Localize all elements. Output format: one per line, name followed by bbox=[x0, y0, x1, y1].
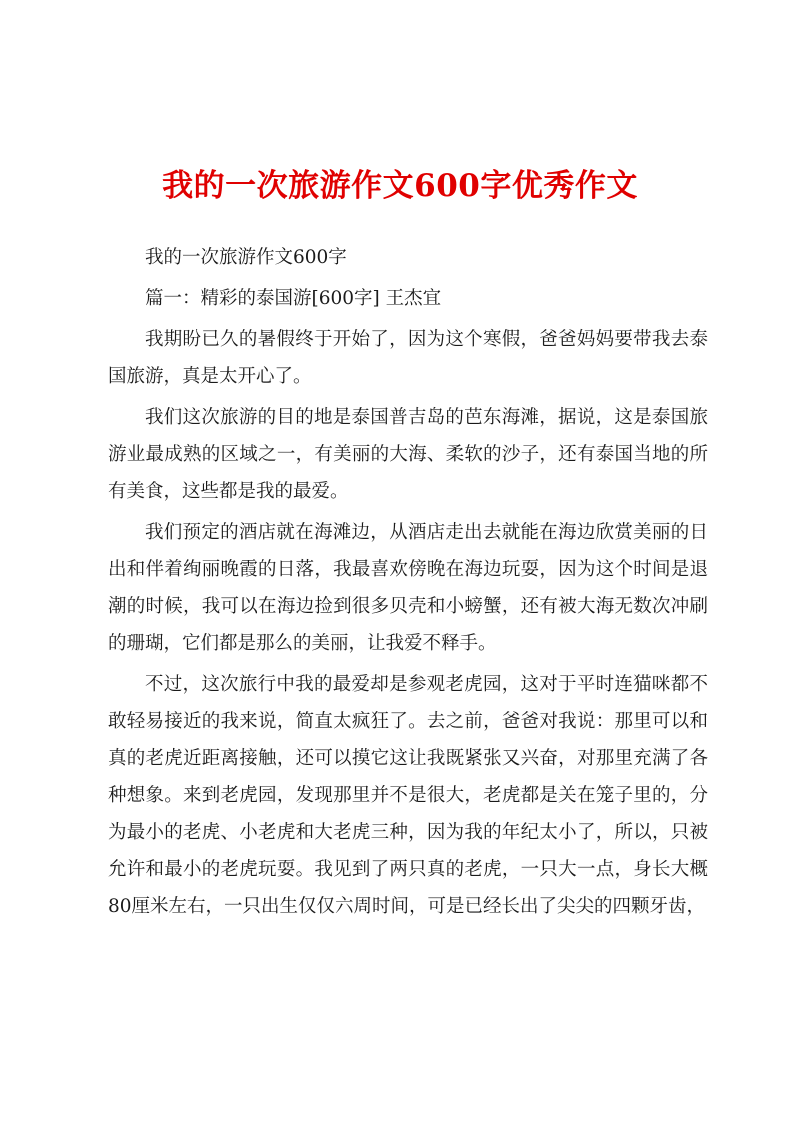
document-subtitle: 我的一次旅游作文600字 bbox=[145, 247, 347, 268]
paragraph: 我们这次旅游的目的地是泰国普吉岛的芭东海滩，据说，这是泰国旅游业最成熟的区域之一，有美丽的大海、柔软的沙子，还有泰国当地的所有美食，这些都是我的最爱。 bbox=[108, 407, 708, 502]
paragraph: 我期盼已久的暑假终于开始了，因为这个寒假，爸爸妈妈要带我去泰国旅游，真是太开心了。 bbox=[108, 329, 708, 387]
document-body bbox=[108, 239, 708, 929]
paragraph: 我们预定的酒店就在海滩边，从酒店走出去就能在海边欣赏美丽的日出和伴着绚丽晚霞的日落，我最喜欢傍晚在海边玩耍，因为这个时间是退潮的时候，我可以在海边捡到很多贝壳和小螃蟹，还有被大海无数次冲刷的珊瑚，它们都是那么的美丽，让我爱不释手。 bbox=[108, 522, 708, 654]
document-title: 我的一次旅游作文600字优秀作文 bbox=[162, 168, 638, 204]
chapter-heading: 篇一：精彩的泰国游[600字] 王杰宜 bbox=[145, 288, 442, 309]
paragraph: 不过，这次旅行中我的最爱却是参观老虎园，这对于平时连猫咪都不敢轻易接近的我来说，简直太疯狂了。去之前，爸爸对我说：那里可以和真的老虎近距离接触，还可以摸它这让我既紧张又兴奋，对那里充满了各种想象。来到老虎园，发现那里并不是很大，老虎都是关在笼子里的，分为最小的老虎、小老虎和大老虎三种，因为我的年纪太小了，所以，只被允许和最小的老虎玩耍。我见到了两只真的老虎，一只大一点，身长大概80厘米左右，一只出生仅仅六周时间，可是已经长出了尖尖的四颗牙齿， bbox=[108, 674, 708, 917]
